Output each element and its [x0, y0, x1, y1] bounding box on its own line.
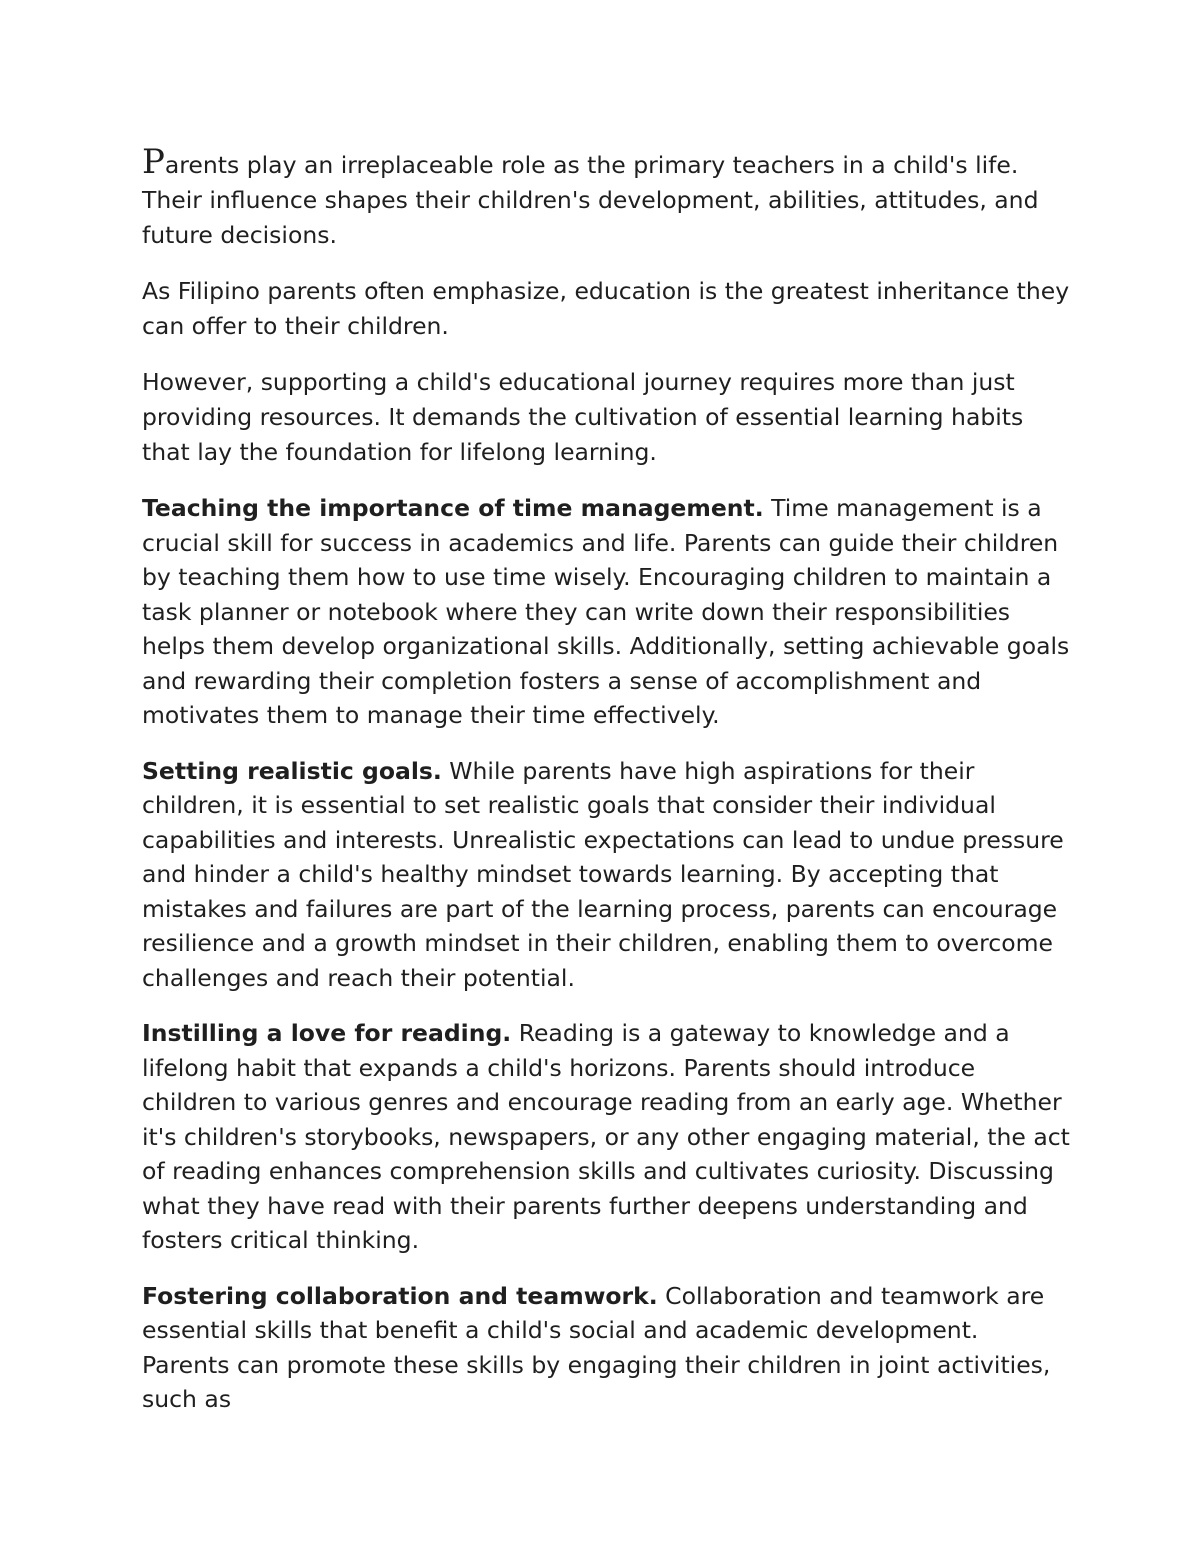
- paragraph-educational-journey-text: However, supporting a child's educational journey requires more than just providing resources. It demands the cultivation of essential learning habits that lay the foundation for lifelong learning.: [142, 368, 1024, 466]
- paragraph-reading: [142, 1016, 1072, 1258]
- drop-cap-letter: P: [142, 142, 165, 182]
- paragraph-filipino-parents: [142, 274, 1072, 344]
- paragraph-time-management-text: Time management is a crucial skill for success in academics and life. Parents can guide their children by teaching them how to use time wisely. Encouraging children to maintain a task planner or notebook where they can write down their responsibilities helps them develop organizational skills. Additionally, setting achievable goals and rewarding their completion fosters a sense of accomplishment and motivates them to manage their time effectively.: [142, 494, 1070, 729]
- paragraph-filipino-parents-text: As Filipino parents often emphasize, education is the greatest inheritance they can offer to their children.: [142, 277, 1070, 340]
- paragraph-realistic-goals-heading: Setting realistic goals.: [142, 756, 442, 785]
- paragraph-realistic-goals-text: While parents have high aspirations for their children, it is essential to set realistic goals that consider their individual capabilities and interests. Unrealistic expectations can lead to undue pressure and hinder a child's healthy mindset towards learning. By accepting that mistakes and failures are part of the learning process, parents can encourage resilience and a growth mindset in their children, enabling them to overcome challenges and reach their potential.: [142, 756, 1064, 992]
- paragraph-reading-heading: Instilling a love for reading.: [142, 1019, 512, 1047]
- paragraph-time-management-heading: Teaching the importance of time management.: [142, 494, 764, 522]
- paragraph-teamwork: [142, 1279, 1072, 1417]
- paragraph-educational-journey: [142, 365, 1072, 470]
- document-body: [142, 142, 1072, 1438]
- paragraph-reading-text: Reading is a gateway to knowledge and a lifelong habit that expands a child's horizons. Parents should introduce children to various genres and encourage reading from an early age. Whether it's children's storybooks, newspapers, or any other engaging material, the act of reading enhances comprehension skills and cultivates curiosity. Discussing what they have read with their parents further deepens understanding and fosters critical thinking.: [142, 1019, 1070, 1254]
- paragraph-intro-text: arents play an irreplaceable role as the primary teachers in a child's life. Their influence shapes their children's development, abilities, attitudes, and future decisions.: [142, 151, 1039, 249]
- paragraph-intro: [142, 142, 1072, 253]
- paragraph-teamwork-heading: Fostering collaboration and teamwork.: [142, 1281, 658, 1310]
- paragraph-teamwork-text: Collaboration and teamwork are essential skills that benefit a child's social and academic development. Parents can promote these skills by engaging their children in joint activities, such as: [142, 1281, 1051, 1413]
- paragraph-realistic-goals: [142, 754, 1072, 996]
- paragraph-time-management: [142, 491, 1072, 733]
